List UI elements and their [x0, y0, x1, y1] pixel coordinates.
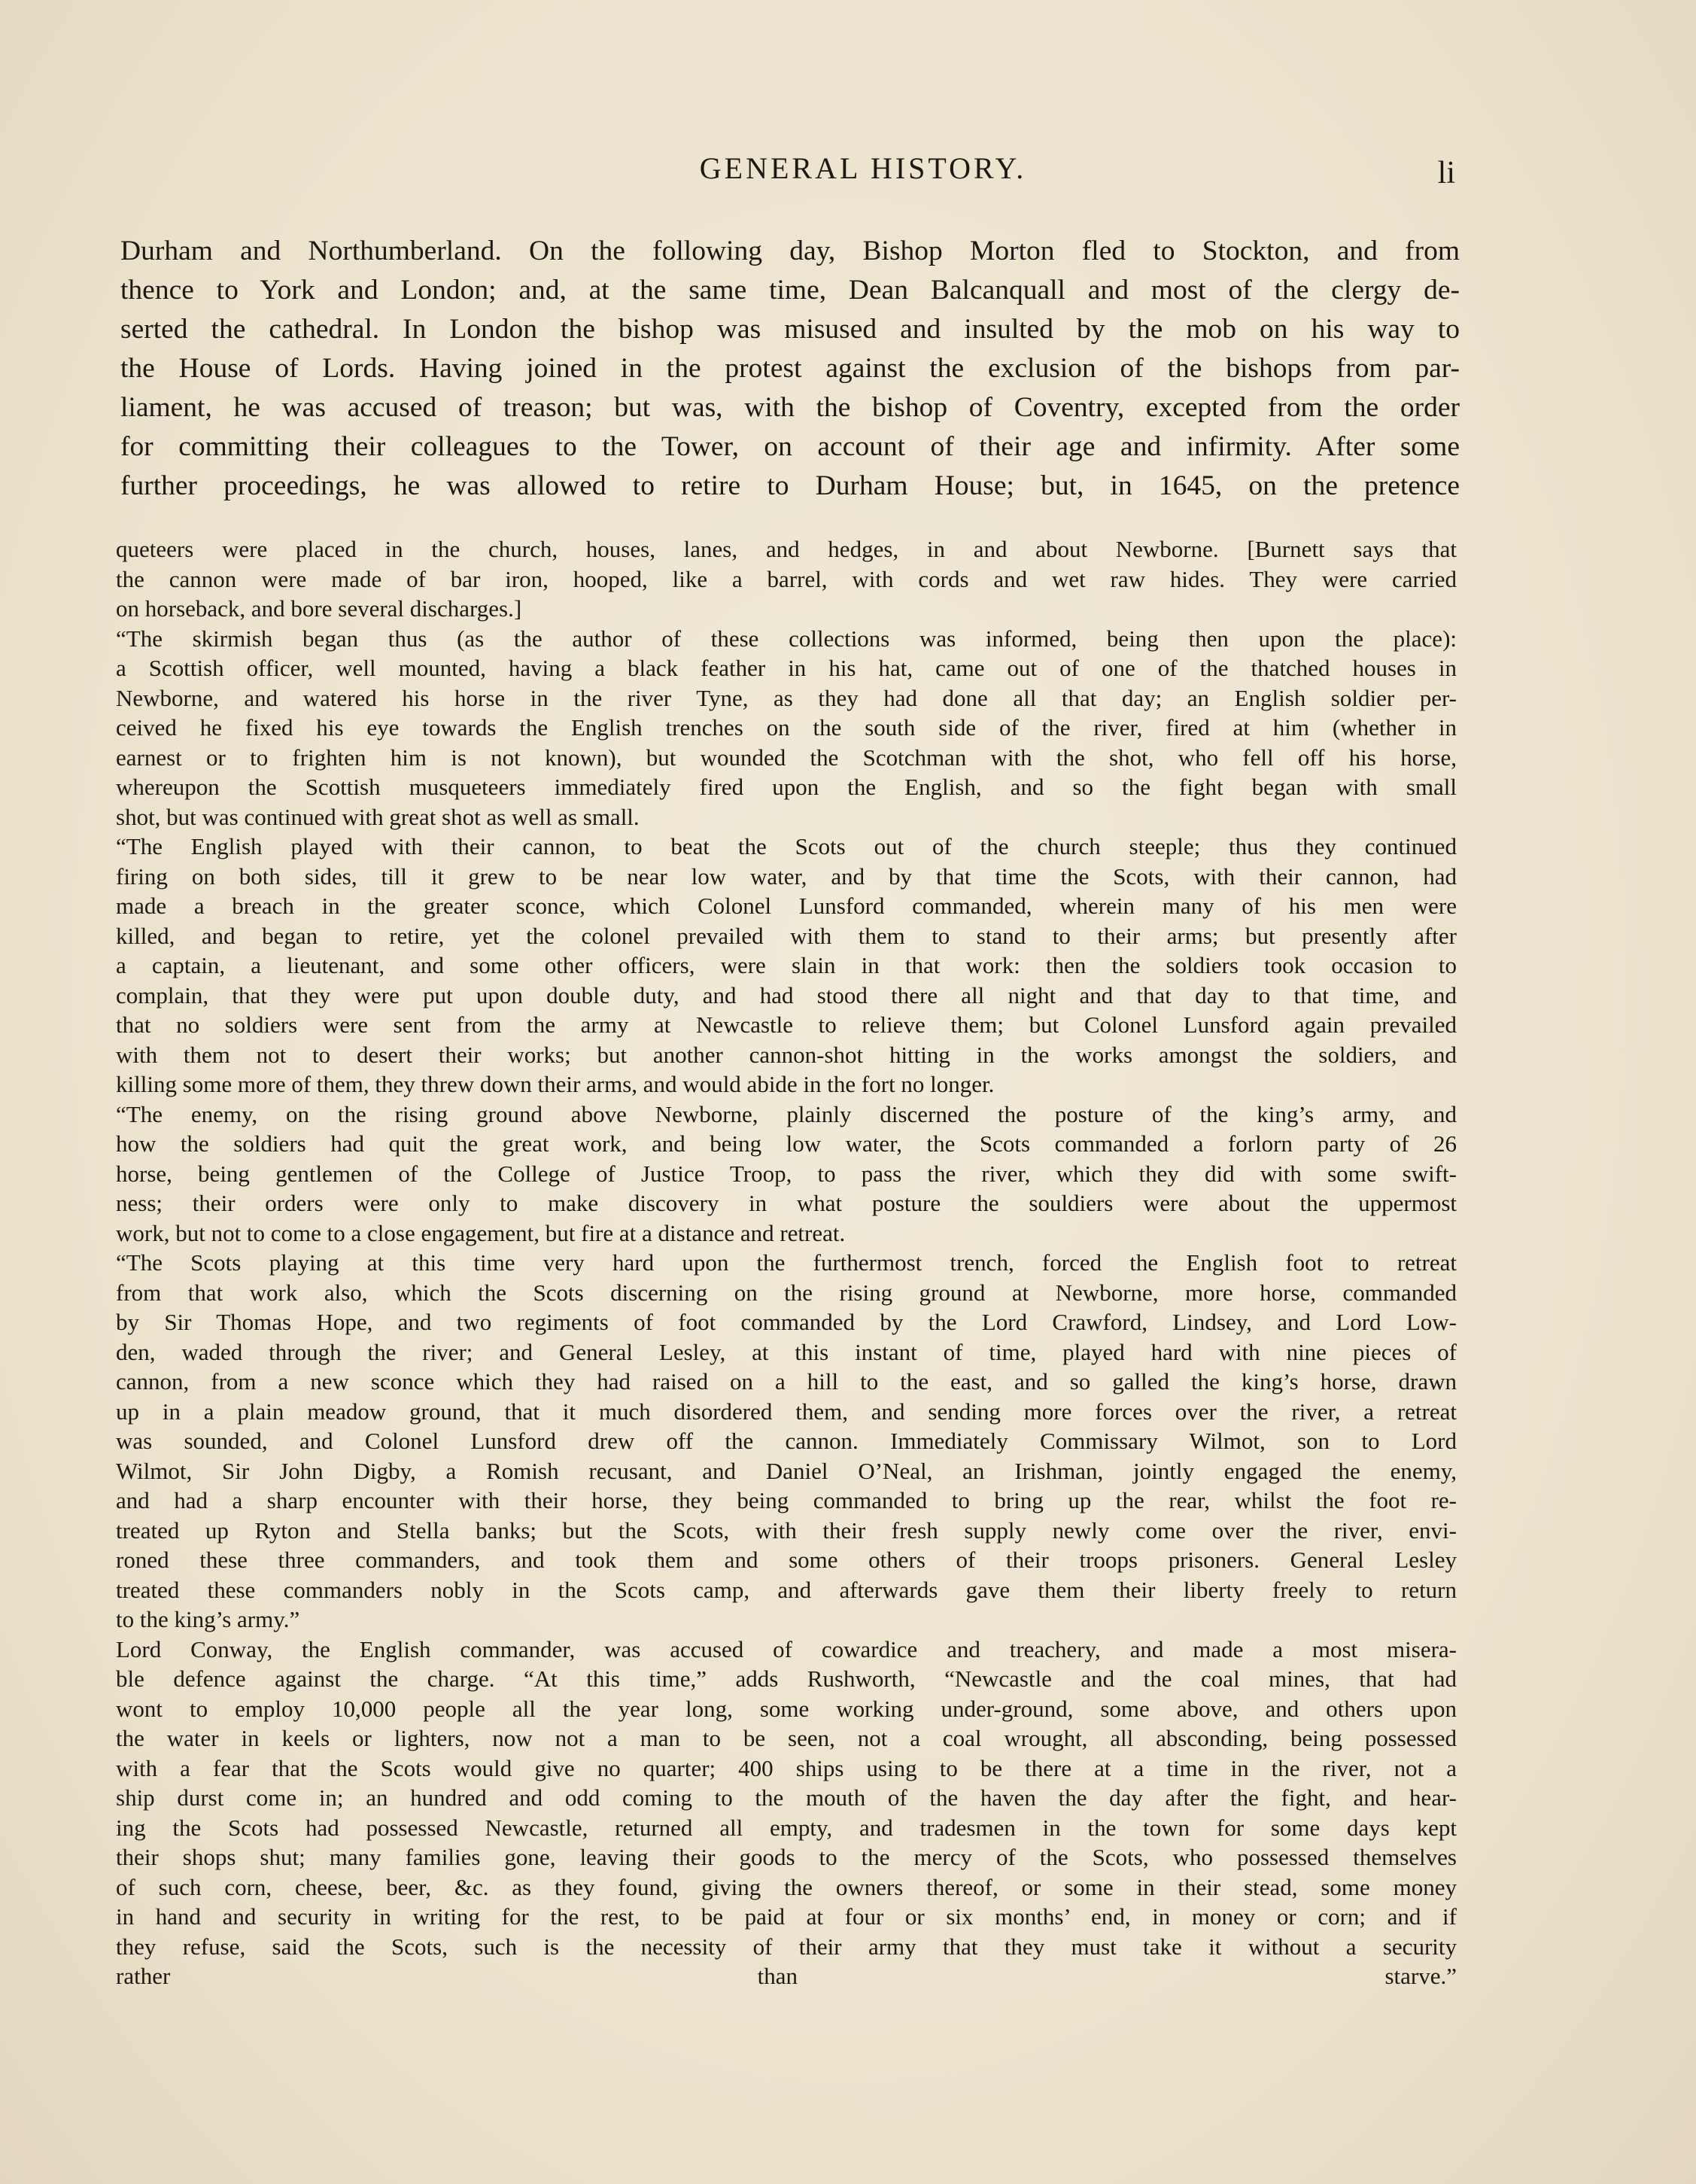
- running-title: GENERAL HISTORY.: [699, 151, 1027, 185]
- note-line: their shops shut; many families gone, leaving their goods to the mercy of the Scots, who possessed themselves: [116, 1844, 1457, 1870]
- note-line: killed, and began to retire, yet the colonel prevailed with them to stand to their arms; but presently after: [116, 922, 1457, 949]
- note-line: shot, but was continued with great shot as well as small.: [116, 803, 640, 830]
- note-line: to the king’s army.”: [116, 1606, 300, 1632]
- main-line: thence to York and London; and, at the same time, Dean Balcanquall and most of the clergy de-: [120, 275, 1460, 306]
- note-line: a Scottish officer, well mounted, having a black feather in his hat, came out of one of the thatched houses in: [116, 655, 1457, 681]
- note-line: Wilmot, Sir John Digby, a Romish recusant, and Daniel O’Neal, an Irishman, jointly engaged the enemy,: [116, 1457, 1457, 1484]
- note-line: whereupon the Scottish musqueteers immediately fired upon the English, and so the fight began with small: [116, 774, 1457, 800]
- note-line: ship durst come in; an hundred and odd coming to the mouth of the haven the day after the fight, and hear-: [116, 1784, 1457, 1811]
- note-line: roned these three commanders, and took them and some others of their troops prisoners. General Lesley: [116, 1547, 1457, 1573]
- note-line: the cannon were made of bar iron, hooped, like a barrel, with cords and wet raw hides. They were carried: [116, 565, 1457, 592]
- note-line: ceived he fixed his eye towards the English trenches on the south side of the river, fired at him (whether in: [116, 714, 1457, 741]
- note-line: wont to employ 10,000 people all the year long, some working under-ground, some above, and others upon: [116, 1695, 1457, 1722]
- note-line: complain, that they were put upon double duty, and had stood there all night and that day to that time, and: [116, 981, 1457, 1008]
- note-line: up in a plain meadow ground, that it much disordered them, and sending more forces over the river, a retreat: [116, 1398, 1457, 1425]
- note-line: treated up Ryton and Stella banks; but the Scots, with their fresh supply newly come over the river, envi-: [116, 1516, 1457, 1544]
- note-line: Lord Conway, the English commander, was accused of cowardice and treachery, and made a most misera-: [116, 1635, 1457, 1662]
- note-line: “The English played with their cannon, to beat the Scots out of the church steeple; thus they continued: [116, 833, 1457, 859]
- main-line: the House of Lords. Having joined in the protest against the exclusion of the bishops from par-: [120, 353, 1460, 384]
- main-line: liament, he was accused of treason; but was, with the bishop of Coventry, excepted from the order: [120, 392, 1460, 423]
- note-line: of such corn, cheese, beer, &c. as they found, giving the owners thereof, or some in their stead, some money: [116, 1873, 1457, 1900]
- note-line: den, waded through the river; and General Lesley, at this instant of time, played hard with nine pieces of: [116, 1338, 1457, 1365]
- main-text: [120, 232, 1460, 506]
- note-line: with a fear that the Scots would give no quarter; 400 ships using to be there at a time in the river, not a: [116, 1754, 1457, 1781]
- note-line: how the soldiers had quit the great work, and being low water, the Scots commanded a forlorn party of 26: [116, 1130, 1457, 1157]
- main-line: serted the cathedral. In London the bishop was misused and insulted by the mob on his way to: [120, 314, 1460, 345]
- note-line: from that work also, which the Scots discerning on the rising ground at Newborne, more horse, commanded: [116, 1279, 1457, 1306]
- note-line: firing on both sides, till it grew to be near low water, and by that time the Scots, with their cannon, had: [116, 862, 1457, 890]
- note-line: Newborne, and watered his horse in the river Tyne, as they had done all that day; an English soldier per-: [116, 684, 1457, 711]
- note-line: in hand and security in writing for the rest, to be paid at four or six months’ end, in money or corn; and if: [116, 1903, 1457, 1930]
- note-line: ness; their orders were only to make discovery in what posture the souldiers were about the uppermost: [116, 1190, 1457, 1216]
- note-line: and had a sharp encounter with their horse, they being commanded to bring up the rear, whilst the foot re-: [116, 1487, 1457, 1513]
- note-line: killing some more of them, they threw down their arms, and would abide in the fort no longer.: [116, 1071, 995, 1097]
- note-line: a captain, a lieutenant, and some other officers, were slain in that work: then the soldiers took occasion to: [116, 952, 1457, 978]
- main-line: further proceedings, he was allowed to retire to Durham House; but, in 1645, on the pretence: [120, 470, 1460, 501]
- note-line: earnest or to frighten him is not known), but wounded the Scotchman with the shot, who fell off his horse,: [116, 744, 1457, 771]
- note-line: made a breach in the greater sconce, which Colonel Lunsford commanded, wherein many of his men were: [116, 893, 1457, 919]
- note-line: queteers were placed in the church, houses, lanes, and hedges, in and about Newborne. [Burnett says that: [116, 536, 1457, 562]
- running-head: [0, 151, 1696, 203]
- note-line: ble defence against the charge. “At this time,” adds Rushworth, “Newcastle and the coal mines, that had: [116, 1665, 1457, 1692]
- note-line: ing the Scots had possessed Newcastle, returned all empty, and tradesmen in the town for some days kept: [116, 1814, 1457, 1841]
- note-line: rather than starve.”: [116, 1963, 1457, 1989]
- note-line: “The enemy, on the rising ground above Newborne, plainly discerned the posture of the king’s army, and: [116, 1100, 1457, 1127]
- footnote-text: [116, 534, 1457, 1991]
- note-line: work, but not to come to a close engagement, but fire at a distance and retreat.: [116, 1219, 846, 1246]
- note-line: the water in keels or lighters, now not a man to be seen, not a coal wrought, all absconding, being possessed: [116, 1725, 1457, 1751]
- note-line: horse, being gentlemen of the College of Justice Troop, to pass the river, which they did with some swift-: [116, 1160, 1457, 1187]
- note-line: cannon, from a new sconce which they had raised on a hill to the east, and so galled the king’s horse, drawn: [116, 1368, 1457, 1395]
- note-line: by Sir Thomas Hope, and two regiments of foot commanded by the Lord Crawford, Lindsey, and Lord Low-: [116, 1309, 1457, 1335]
- note-line: “The Scots playing at this time very hard upon the furthermost trench, forced the English foot to retreat: [116, 1249, 1457, 1276]
- main-line: Durham and Northumberland. On the following day, Bishop Morton fled to Stockton, and from: [120, 236, 1460, 266]
- note-line: on horseback, and bore several discharges.]: [116, 595, 522, 622]
- note-line: “The skirmish began thus (as the author of these collections was informed, being then upon the place):: [116, 625, 1457, 652]
- main-line: for committing their colleagues to the Tower, on account of their age and infirmity. After some: [120, 431, 1460, 462]
- note-line: was sounded, and Colonel Lunsford drew off the cannon. Immediately Commissary Wilmot, son to Lord: [116, 1428, 1457, 1454]
- note-line: that no soldiers were sent from the army at Newcastle to relieve them; but Colonel Lunsford again prevailed: [116, 1011, 1457, 1038]
- note-line: they refuse, said the Scots, such is the necessity of their army that they must take it without a security: [116, 1933, 1457, 1960]
- note-line: treated these commanders nobly in the Scots camp, and afterwards gave them their liberty freely to return: [116, 1576, 1457, 1603]
- page-number: li: [1437, 156, 1455, 190]
- note-line: with them not to desert their works; but another cannon-shot hitting in the works amongst the soldiers, and: [116, 1041, 1457, 1068]
